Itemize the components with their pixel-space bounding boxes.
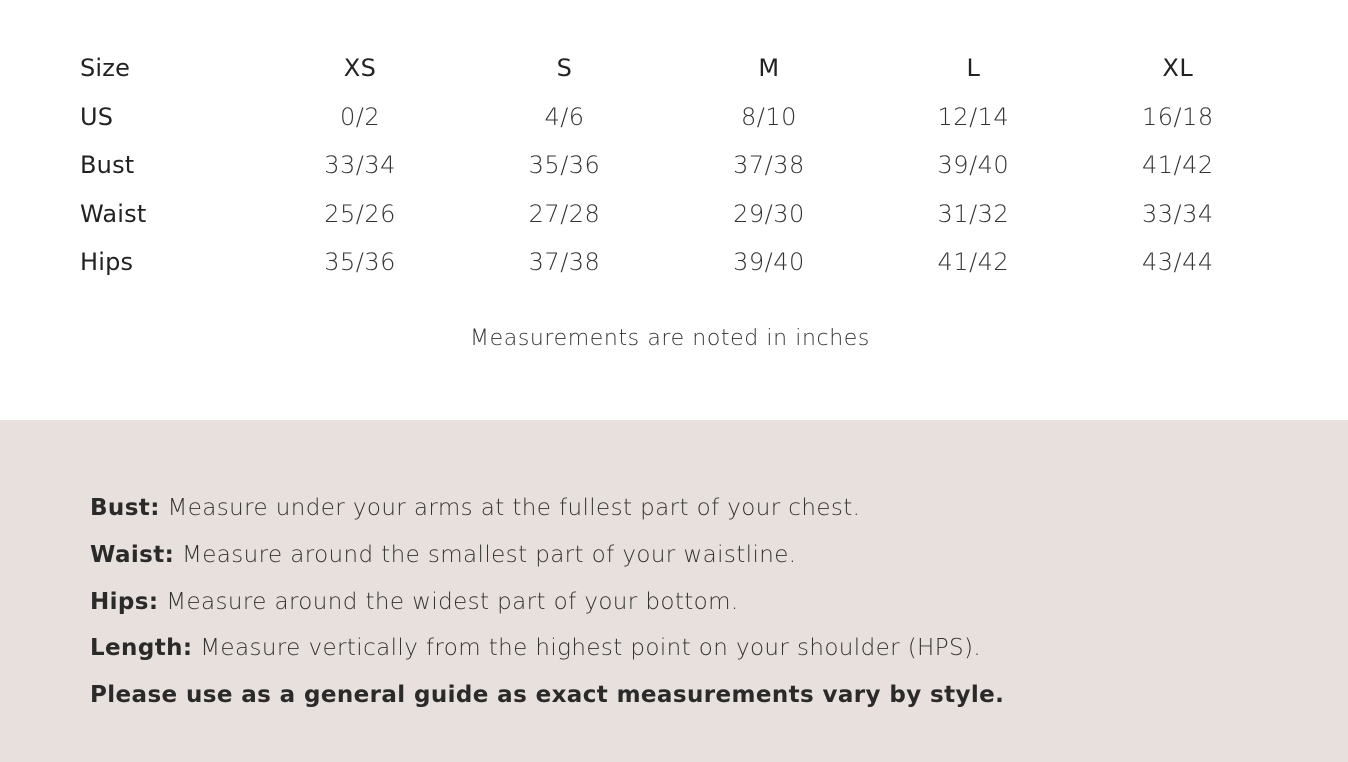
guide-term: Bust: [90,495,160,521]
row-label-us: US [80,102,114,131]
guide-item-bust [90,492,1004,539]
table-cell: 27/28 [528,199,601,228]
table-cell: 4/6 [544,102,585,131]
guide-description: Measure vertically from the highest point on your shoulder (HPS). [200,635,982,662]
table-cell: 16/18 [1141,102,1214,131]
table-row-hips [80,238,1280,287]
size-header-l: L [966,54,981,83]
size-header-label: Size [80,54,131,83]
table-cell: 39/40 [733,248,805,277]
guide-term: Waist: [90,541,175,568]
guide-item-length [90,632,1004,679]
table-cell: 31/32 [937,199,1010,228]
table-cell: 43/44 [1141,248,1214,277]
size-table [80,44,1280,287]
row-label-hips: Hips [80,248,134,277]
size-header-xl: XL [1162,54,1194,83]
table-cell: 29/30 [733,199,805,228]
size-header-s: S [556,54,573,83]
guide-item-waist [90,539,1004,586]
table-cell: 41/42 [937,248,1010,277]
guide-description: Measure around the widest part of your bottom. [166,588,739,615]
table-cell: 37/38 [528,248,601,277]
guide-term: Length: [90,635,193,662]
size-header-m: M [758,54,780,83]
guide-disclaimer: Please use as a general guide as exact measurements vary by style. [90,682,1005,709]
guide-term: Hips: [90,588,159,615]
guide-item-hips [90,586,1004,633]
table-cell: 0/2 [340,102,381,131]
guide-description: Measure around the smallest part of your waistline. [181,541,797,568]
table-row-waist [80,190,1280,239]
table-cell: 37/38 [733,151,805,180]
table-row-bust [80,141,1280,190]
table-cell: 25/26 [324,199,396,228]
measuring-guide-section [0,420,1348,762]
measurement-units-note: Measurements are noted in inches [470,326,870,351]
table-cell: 35/36 [528,151,601,180]
row-label-bust: Bust [80,151,135,180]
table-cell: 33/34 [1141,199,1214,228]
table-cell: 33/34 [324,151,396,180]
size-header-xs: XS [343,54,377,83]
table-cell: 8/10 [740,102,797,131]
measuring-guide-list [90,492,1004,726]
table-cell: 35/36 [324,248,396,277]
table-row-us [80,93,1280,142]
table-cell: 12/14 [937,102,1010,131]
table-cell: 41/42 [1141,151,1214,180]
guide-description: Measure under your arms at the fullest part of your chest. [167,495,861,521]
size-header-row [80,44,1280,93]
table-cell: 39/40 [937,151,1010,180]
row-label-waist: Waist [80,199,147,228]
